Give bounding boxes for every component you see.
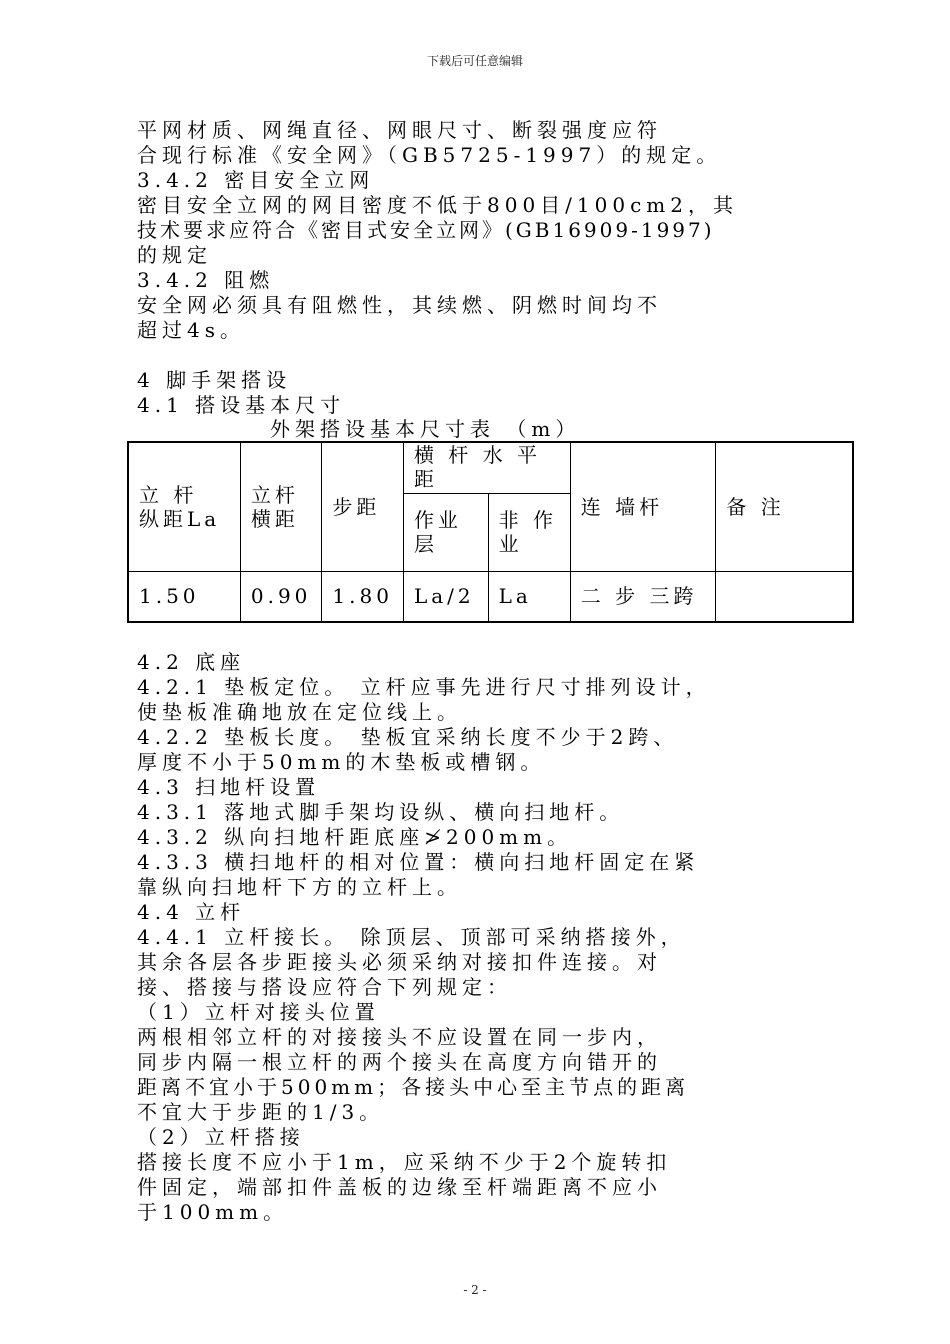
subsection-heading: （2）立杆搭接 xyxy=(137,1125,305,1149)
body-line: 件固定，端部扣件盖板的边缘至杆端距离不应小 xyxy=(137,1175,662,1199)
page-number: - 2 - xyxy=(463,1283,487,1297)
section-heading: 3.4.2 密目安全立网 xyxy=(137,168,375,192)
subsection-heading: （1）立杆对接头位置 xyxy=(137,1000,380,1024)
header-horizontal-spacing: 横 杆 水 平距 xyxy=(403,442,570,493)
body-line: 4.4.1 立杆接长。 除顶层、顶部可采纳搭接外， xyxy=(137,925,686,949)
body-line: 距离不宜小于500mm；各接头中心至主节点的距离 xyxy=(137,1075,690,1099)
body-line: 平网材质、网绳直径、网眼尺寸、断裂强度应符 xyxy=(137,118,662,142)
table-cell: 1.80 xyxy=(322,571,404,622)
table-cell: La/2 xyxy=(403,571,488,622)
body-line: 同步内隔一根立杆的两个接头在高度方向错开的 xyxy=(137,1050,662,1074)
body-line: 搭接长度不应小于1m，应采纳不少于2个旋转扣 xyxy=(137,1150,672,1174)
table-cell: La xyxy=(488,571,570,622)
body-line: 其余各层各步距接头必须采纳对接扣件连接。对 xyxy=(137,950,662,974)
header-non-working-layer: 非 作业 xyxy=(488,493,570,571)
body-line: 靠纵向扫地杆下方的立杆上。 xyxy=(137,875,462,899)
body-line: 4.3.1 落地式脚手架均设纵、横向扫地杆。 xyxy=(137,800,625,824)
header-wall-tie: 连 墙杆 xyxy=(570,442,716,571)
body-line: 的规定 xyxy=(137,243,212,267)
table-row xyxy=(128,571,853,622)
body-line: 安全网必须具有阻燃性，其续燃、阴燃时间均不 xyxy=(137,293,662,317)
body-line: 4.2.1 垫板定位。 立杆应事先进行尺寸排列设计， xyxy=(137,675,711,699)
body-line: 4.2.2 垫板长度。 垫板宜采纳长度不少于2跨、 xyxy=(137,725,679,749)
table-cell: 0.90 xyxy=(240,571,322,622)
section-heading: 4.2 底座 xyxy=(137,650,246,674)
body-line: 密目安全立网的网目密度不低于800目/100cm2，其 xyxy=(137,193,738,217)
body-line: 两根相邻立杆的对接接头不应设置在同一步内， xyxy=(137,1025,662,1049)
body-line: 技术要求应符合《密目式安全立网》(GB16909-1997) xyxy=(137,218,715,242)
header-column-spacing: 立 杆 纵距La xyxy=(128,442,240,571)
chapter-heading: 4 脚手架搭设 xyxy=(137,368,292,392)
section-heading: 3.4.2 阻燃 xyxy=(137,268,275,292)
table-cell xyxy=(716,571,853,622)
header-remarks: 备 注 xyxy=(716,442,853,571)
body-line: 4.3.2 纵向扫地杆距底座≯200mm。 xyxy=(137,825,573,849)
section-heading: 4.3 扫地杆设置 xyxy=(137,775,321,799)
dimension-table xyxy=(127,441,854,623)
table-caption: 外架搭设基本尺寸表 （m） xyxy=(270,417,581,441)
body-line: 4.3.3 横扫地杆的相对位置：横向扫地杆固定在紧 xyxy=(137,850,700,874)
page-header: 下载后可任意编辑 xyxy=(426,54,523,68)
header-row-spacing: 立杆横距 xyxy=(240,442,322,571)
body-line: 合现行标准《安全网》（GB5725-1997）的规定。 xyxy=(137,143,722,167)
section-heading: 4.4 立杆 xyxy=(137,900,246,924)
body-line: 接、搭接与搭设应符合下列规定： xyxy=(137,975,512,999)
body-line: 超过4s。 xyxy=(137,318,245,342)
section-heading: 4.1 搭设基本尺寸 xyxy=(137,393,346,417)
header-working-layer: 作业层 xyxy=(403,493,488,571)
table-cell: 1.50 xyxy=(128,571,240,622)
header-step: 步距 xyxy=(322,442,404,571)
body-line: 不宜大于步距的1/3。 xyxy=(137,1100,385,1124)
table-cell: 二 步 三跨 xyxy=(570,571,716,622)
body-line: 于100mm。 xyxy=(137,1200,289,1224)
body-line: 使垫板准确地放在定位线上。 xyxy=(137,700,462,724)
body-line: 厚度不小于50mm的木垫板或槽钢。 xyxy=(137,750,546,774)
